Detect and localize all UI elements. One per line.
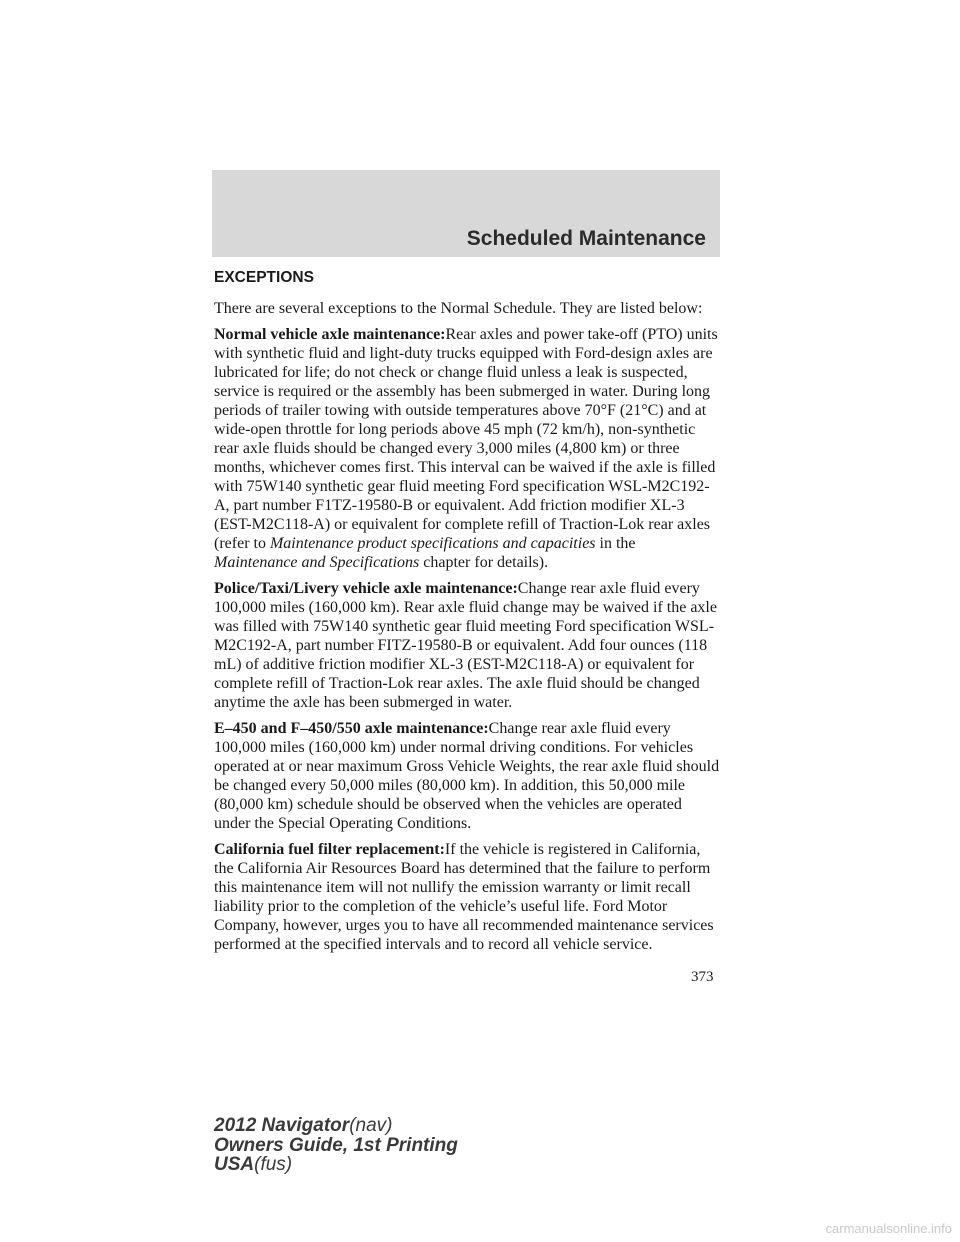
intro-paragraph: There are several exceptions to the Normal Schedule. They are listed below:: [214, 300, 703, 317]
e450-axle-lead: E–450 and F–450/550 axle maintenance:: [214, 720, 489, 737]
page-number: 373: [691, 969, 714, 985]
page-content: [214, 268, 722, 961]
footer-model-code: (nav): [349, 1115, 393, 1136]
california-filter-lead: California fuel filter replacement:: [214, 841, 445, 858]
california-filter-text: If the vehicle is registered in California, the California Air Resources Board has determined that the failure to perform this maintenance item will not nullify the emission warranty or limit recall liability prior to the completion of the vehicle’s useful life. Ford Motor Company, however, urges you to have all recommended maintenance services performed at the specified intervals and to record all vehicle service.: [214, 841, 714, 953]
normal-axle-mid: in the: [595, 535, 636, 552]
footer-line-3: [214, 1155, 458, 1175]
section-header-title: Scheduled Maintenance: [466, 227, 706, 250]
footer-region-code: (fus): [254, 1154, 293, 1175]
watermark: carmanualsonline.info: [825, 1221, 952, 1236]
normal-axle-paragraph: [214, 325, 722, 572]
normal-axle-reference-1: Maintenance product specifications and capacities: [269, 535, 596, 552]
normal-axle-reference-2: Maintenance and Specifications: [214, 554, 420, 571]
california-filter-paragraph: [214, 840, 722, 954]
footer-line-1: [214, 1116, 458, 1136]
normal-axle-tail: chapter for details).: [419, 554, 549, 571]
footer-line-2: Owners Guide, 1st Printing: [214, 1134, 458, 1156]
section-header-band: [212, 170, 720, 257]
section-heading: EXCEPTIONS: [214, 269, 314, 286]
e450-axle-text: Change rear axle fluid every 100,000 miles (160,000 km) under normal driving conditions. For vehicles operated at or near maximum Gross Vehicle Weights, the rear axle fluid should be changed every 50,000 miles (80,000 km). In addition, this 50,000 mile (80,000 km) schedule should be observed when the vehicles are operated under the Special Operating Conditions.: [214, 720, 720, 832]
police-axle-text: Change rear axle fluid every 100,000 miles (160,000 km). Rear axle fluid change may be waived if the axle was filled with 75W140 synthetic gear fluid meeting Ford specification WSL-M2C192-A, part number FITZ-19580-B or equivalent. Add four ounces (118 mL) of additive friction modifier XL-3 (EST-M2C118-A) or equivalent for complete refill of Traction-Lok rear axles. The axle fluid should be changed anytime the axle has been submerged in water.: [214, 580, 717, 711]
normal-axle-lead: Normal vehicle axle maintenance:: [214, 326, 446, 343]
edition-footer: [214, 1116, 458, 1175]
police-axle-paragraph: [214, 579, 722, 712]
police-axle-lead: Police/Taxi/Livery vehicle axle maintenance:: [214, 580, 518, 597]
normal-axle-text: Rear axles and power take-off (PTO) units with synthetic fluid and light-duty trucks equipped with Ford-design axles are lubricated for life; do not check or change fluid unless a leak is suspected, service is required or the assembly has been submerged in water. During long periods of trailer towing with outside temperatures above 70°F (21°C) and at wide-open throttle for long periods above 45 mph (72 km/h), non-synthetic rear axle fluids should be changed every 3,000 miles (4,800 km) or three months, whichever comes first. This interval can be waived if the axle is filled with 75W140 synthetic gear fluid meeting Ford specification WSL-M2C192-A, part number F1TZ-19580-B or equivalent. Add friction modifier XL-3 (EST-M2C118-A) or equivalent for complete refill of Traction-Lok rear axles (refer to: [214, 326, 718, 552]
footer-model: 2012 Navigator: [214, 1115, 350, 1136]
footer-region: USA: [214, 1154, 255, 1175]
e450-axle-paragraph: [214, 719, 722, 833]
